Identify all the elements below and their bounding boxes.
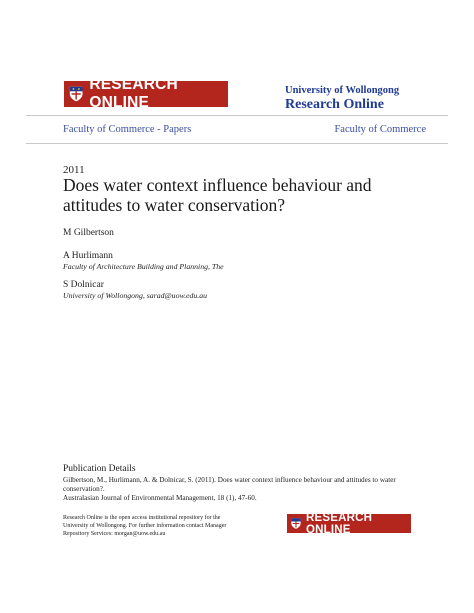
shield-crest-icon	[68, 85, 84, 103]
footer-line: Repository Services: morgan@uow.edu.au	[63, 531, 166, 537]
citation-line: Australasian Journal of Environmental Management, 18 (1), 47-60.	[63, 494, 257, 502]
author-name: M Gilbertson	[63, 228, 114, 238]
citation-line: Gilbertson, M., Hurlimann, A. & Dolnicar, S. (2011). Does water context influence behaviour and attitudes to water conservation?.	[63, 476, 396, 493]
footer-line: University of Wollongong. For further information contact Manager	[63, 523, 227, 529]
article-title	[63, 176, 423, 215]
university-name: University of Wollongong	[285, 85, 400, 96]
author-name: S Dolnicar	[63, 280, 104, 290]
footer-line: Research Online is the open access institutional repository for the	[63, 515, 221, 521]
author-name: A Hurlimann	[63, 251, 113, 261]
publication-details-heading: Publication Details	[63, 464, 136, 474]
author-affiliation: Faculty of Architecture Building and Planning, The	[63, 262, 224, 271]
university-branding[interactable]	[285, 85, 399, 113]
repository-footer-text	[63, 514, 243, 538]
faculty-link[interactable]: Faculty of Commerce	[334, 124, 426, 135]
logo-text: RESEARCH ONLINE	[305, 511, 373, 536]
divider	[26, 143, 448, 144]
logo-text: RESEARCH ONLINE	[89, 76, 178, 111]
publication-year: 2011	[63, 164, 85, 176]
collection-link[interactable]: Faculty of Commerce - Papers	[63, 124, 192, 135]
research-online-footer-logo[interactable]	[287, 511, 411, 536]
title-line: attitudes to water conservation?	[63, 194, 286, 215]
research-online-logo[interactable]	[64, 76, 228, 111]
shield-crest-icon	[290, 517, 302, 530]
author-affiliation: University of Wollongong, sarad@uow.edu.au	[63, 291, 208, 300]
divider	[26, 115, 448, 116]
title-line: Does water context influence behaviour and	[63, 175, 372, 195]
repository-name: Research Online	[285, 97, 384, 112]
publication-citation	[63, 476, 423, 503]
